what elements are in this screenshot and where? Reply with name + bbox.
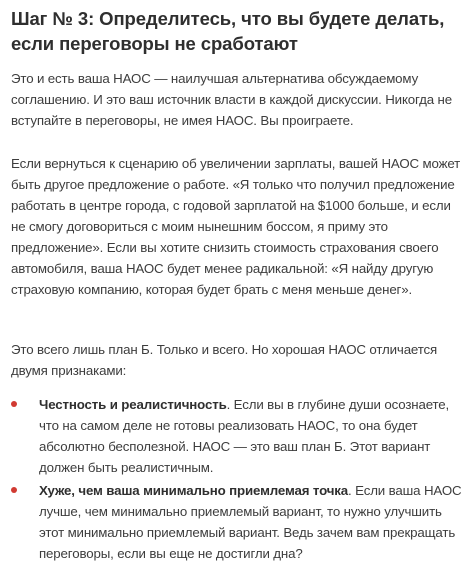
list-item-body: . Если вы в глубине души осознаете, что на самом деле не готовы реализовать НАОС, то она будет абсолютно бесполезной. НАОС — это ваш план Б. Этот вариант должен быть реалистичным.: [39, 397, 450, 475]
list-item-text: [39, 394, 467, 478]
article-heading: Шаг № 3: Определитесь, что вы будете делать, если переговоры не сработают: [11, 8, 445, 54]
paragraph-batna-definition: Это и есть ваша НАОС — наилучшая альтернатива обсуждаемому соглашению. И это ваш источник власти в каждой дискуссии. Никогда не вступайте в переговоры, не имея НАОС. Вы проиграете.: [11, 71, 452, 128]
list-item-title: Честность и реалистичность: [39, 397, 227, 412]
list-item-body: . Если ваша НАОС лучше, чем минимально приемлемый вариант, то нужно улучшить этот минимально приемлемый вариант. Ведь зачем вам прекращать переговоры, если вы еще не достигли дна?: [39, 483, 462, 561]
bullet-icon: [11, 401, 17, 407]
article: [11, 0, 467, 561]
list-item-worse-than-minimum: [11, 480, 467, 564]
list-item-title: Хуже, чем ваша минимально приемлемая точка: [39, 483, 349, 498]
bullet-icon: [11, 487, 17, 493]
list-item-text: [39, 480, 467, 564]
paragraph-plan-b: Это всего лишь план Б. Только и всего. Но хорошая НАОС отличается двумя признаками:: [11, 342, 438, 378]
list-item-honesty: [11, 394, 467, 478]
paragraph-salary-example: Если вернуться к сценарию об увеличении зарплаты, вашей НАОС может быть другое предложение о работе. «Я только что получил предложение работать в центре города, с годовой зарплатой на $1000 больше, и если не смогу договориться с моим нынешним боссом, я приму это предложение». Если вы хотите снизить стоимость страхования своего автомобиля, ваша НАОС будет менее радикальной: «Я найду другую страховую компанию, которая будет брать с меня меньше денег».: [11, 156, 461, 297]
